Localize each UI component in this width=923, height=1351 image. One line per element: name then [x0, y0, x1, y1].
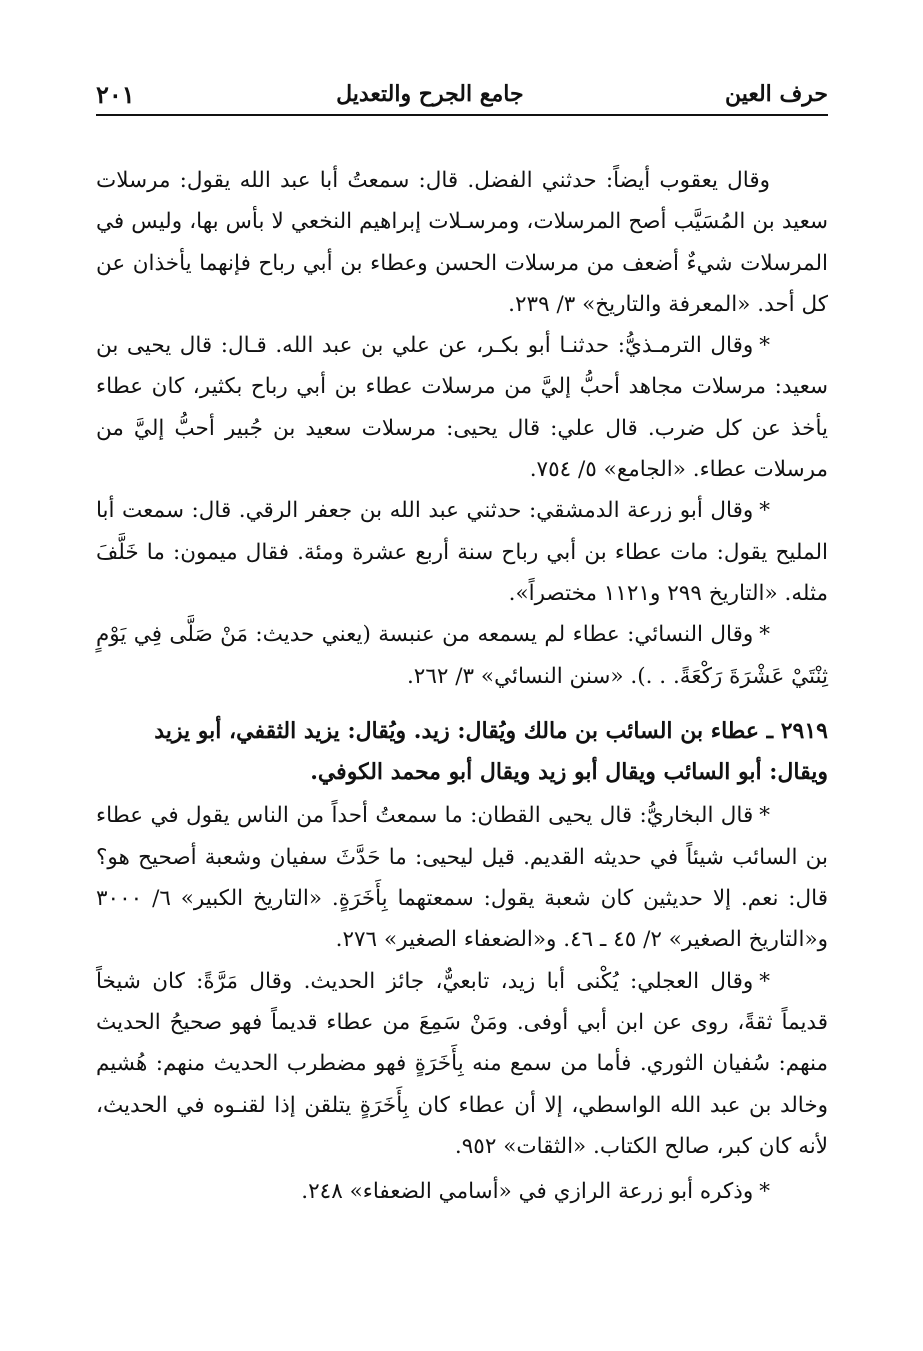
running-header — [96, 72, 828, 116]
asterisk-marker: * — [759, 333, 770, 359]
paragraph — [96, 490, 828, 614]
page-number: ٢٠١ — [96, 79, 135, 109]
header-rule — [96, 114, 828, 116]
book-title: جامع الجرح والتعديل — [336, 81, 524, 107]
entry-heading-text: ـ عطاء بن السائب بن مالك ويُقال: زيد. ويُقال: يزيد الثقفي، أبو يزيد — [154, 717, 774, 744]
asterisk-marker: * — [759, 1179, 770, 1205]
paragraph-text: وقال الترمـذيُّ: حدثنـا أبو بكـر، عن علي بن عبد الله. قـال: قال يحيى بن سعيد: مرسلات مجاهد أحبُّ إليَّ من مرسلات عطاء بن أبي رباح بكثير، كان عطاء يأخذ عن كل ضرب. قال علي: قال يحيى: مرسلات سعيد بن جُبير أحبُّ إليَّ من مرسلات عطاء. «الجامع» ٥/ ٧٥٤. — [96, 333, 828, 483]
paragraph — [96, 1171, 828, 1212]
asterisk-marker: * — [759, 498, 770, 524]
paragraph-text: وقال العجلي: يُكْنى أبا زيد، تابعيٌّ، جائز الحديث. وقال مَرَّةً: كان شيخاً قديماً ثقةً، روى عن ابن أبي أوفى. ومَنْ سَمِعَ من عطاء قديماً فهو صحيحُ الحديث منهم: سُفيان الثوري. فأما من سمع منه بِأَخَرَةٍ فهو مضطرب الحديث منهم: هُشيم وخالد بن عبد الله الواسطي، إلا أن عطاء كان بِأَخَرَةٍ يتلقن إذا لقنـوه في الحديث، لأنه كان كبر، صالح الكتاب. «الثقات» ٩٥٢. — [96, 968, 828, 1159]
asterisk-marker: * — [759, 622, 770, 648]
asterisk-marker: * — [759, 968, 770, 994]
paragraph-text: وقال النسائي: عطاء لم يسمعه من عنبسة (يعني حديث: مَنْ صَلَّى فِي يَوْمٍ ثِنْتَيْ عَشْرَةَ رَكْعَةً. . .). «سنن النسائي» ٣/ ٢٦٢. — [96, 622, 828, 689]
paragraph — [96, 160, 828, 325]
paragraph — [96, 961, 828, 1167]
paragraph-text: قال البخاريُّ: قال يحيى القطان: ما سمعتُ أحداً من الناس يقول في عطاء بن السائب شيئاً في حديثه القديم. قيل ليحيى: ما حَدَّثَ سفيان وشعبة أصحيح هو؟ قال: نعم. إلا حديثين كان شعبة يقول: سمعتهما بِأَخَرَةٍ. «التاريخ الكبير» ٦/ ٣٠٠٠ و«التاريخ الصغير» ٢/ ٤٥ ـ ٤٦. و«الضعفاء الصغير» ٢٧٦. — [96, 803, 828, 953]
entry-heading — [96, 711, 828, 752]
paragraph — [96, 325, 828, 490]
section-title: حرف العين — [724, 81, 828, 107]
paragraph — [96, 795, 828, 960]
asterisk-marker: * — [759, 803, 770, 829]
entry-number: ٢٩١٩ — [780, 717, 828, 744]
paragraph-text: وقال أبو زرعة الدمشقي: حدثني عبد الله بن جعفر الرقي. قال: سمعت أبا المليح يقول: مات عطاء بن أبي رباح سنة أربع عشرة ومئة. فقال ميمون: ما خَلَّفَ مثله. «التاريخ ٢٩٩ و١١٢١ مختصراً». — [96, 498, 828, 606]
page-body — [96, 160, 828, 1212]
paragraph — [96, 614, 828, 697]
paragraph-text: وقال يعقوب أيضاً: حدثني الفضل. قال: سمعتُ أبا عبد الله يقول: مرسلات سعيد بن المُسَيَّب أصح المرسلات، ومرسـلات إبراهيم النخعي لا بأس بها، وليس في المرسلات شيءٌ أضعف من مرسلات الحسن وعطاء بن أبي رباح فإنهما يأخذان عن كل أحد. «المعرفة والتاريخ» ٣/ ٢٣٩. — [96, 168, 828, 317]
entry-subheading: ويقال: أبو السائب ويقال أبو زيد ويقال أبو محمد الكوفي. — [310, 759, 828, 786]
paragraph-text: وذكره أبو زرعة الرازي في «أسامي الضعفاء» ٢٤٨. — [301, 1179, 754, 1205]
